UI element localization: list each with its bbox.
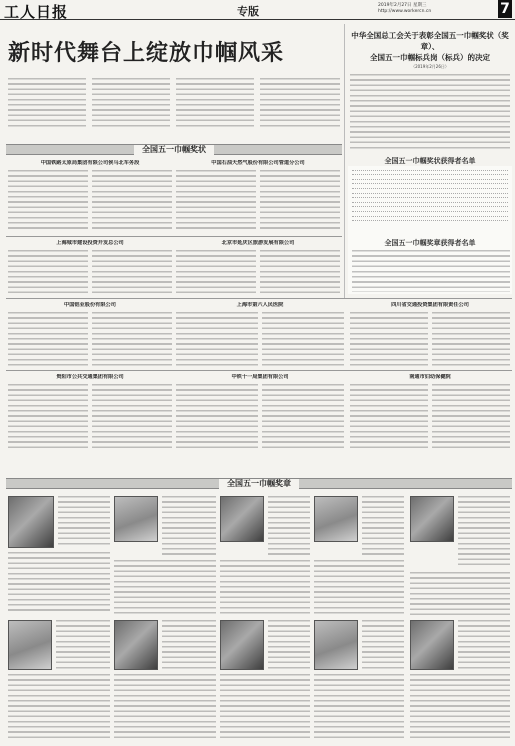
profile-photo-9 (314, 620, 358, 670)
newspaper-logo: 工人日报 (4, 3, 69, 21)
story-4-text-a (176, 250, 256, 294)
intro-column-4 (260, 78, 340, 130)
story-3-text-a (8, 250, 88, 294)
profile-photo-6 (8, 620, 52, 670)
story-heading-7: 四川省交通投资集团有限责任公司 (391, 302, 469, 308)
profile-photo-5 (410, 496, 454, 542)
profile-9-text (362, 620, 404, 670)
right-award-list-title: 全国五一巾帼奖状获得者名单 (384, 157, 476, 165)
story-heading-9: 中铁十一局集团有限公司 (231, 374, 289, 380)
profile-6-body (8, 674, 110, 740)
story-2-text-b (260, 170, 340, 232)
profile-7-body (114, 674, 216, 740)
page-number: 7 (498, 0, 512, 18)
story-heading-8: 贵阳市公共交通集团有限公司 (56, 374, 124, 380)
story-9-text-a (176, 384, 258, 450)
profile-2-body (114, 560, 216, 616)
story-heading-6: 上海市第六人民医院 (236, 302, 284, 308)
profile-photo-4 (314, 496, 358, 542)
profile-photo-1 (8, 496, 54, 548)
story-6-text-a (176, 312, 258, 366)
issue-date: 2019年2月27日 星期三 (378, 3, 427, 8)
story-7-text-a (350, 312, 428, 366)
story-4-text-b (260, 250, 340, 294)
decision-title-line1: 中华全国总工会关于表彰全国五一巾帼奖状（奖章）、 (351, 31, 509, 51)
profile-photo-10 (410, 620, 454, 670)
masthead (0, 0, 515, 20)
story-10-text-b (432, 384, 510, 450)
profile-4-body (314, 560, 404, 616)
right-medal-list-title: 全国五一巾帼奖章获得者名单 (384, 239, 476, 247)
column-divider (344, 24, 345, 299)
row-divider-2 (6, 298, 512, 299)
section-tag: 专版 (237, 5, 259, 18)
row-divider-3 (6, 370, 512, 371)
story-heading-3: 上海城市建设投资开发总公司 (56, 240, 124, 246)
medal-winner-list (352, 250, 510, 292)
story-5-text-b (92, 312, 172, 366)
profile-3-text (268, 496, 310, 556)
story-heading-2: 中国石油天然气股份有限公司管道分公司 (211, 160, 305, 166)
story-6-text-b (262, 312, 344, 366)
website-url[interactable]: http://www.workercn.cn (378, 9, 432, 14)
story-5-text-a (8, 312, 88, 366)
medal-banner (6, 478, 512, 489)
decision-title-line2: 全国五一巾帼标兵岗（标兵）的决定 (370, 53, 490, 62)
profile-2-text (162, 496, 216, 556)
profile-10-body (410, 674, 510, 740)
story-heading-5: 中国铝业股份有限公司 (64, 302, 116, 308)
profile-1-text (58, 496, 110, 548)
decision-date: （2019年2月26日） (411, 64, 449, 69)
decision-header (348, 30, 512, 68)
profile-10-text (458, 620, 510, 670)
story-8-text-a (8, 384, 88, 450)
story-heading-10: 南通市妇幼保健院 (409, 374, 451, 380)
story-1-text-b (92, 170, 172, 232)
profile-photo-3 (220, 496, 264, 542)
story-1-text-a (8, 170, 88, 232)
profile-photo-8 (220, 620, 264, 670)
profile-5-text (458, 496, 510, 568)
date-line (378, 3, 498, 15)
row-divider-1 (6, 236, 342, 237)
profile-1-body (8, 552, 110, 614)
story-7-text-b (432, 312, 510, 366)
story-8-text-b (92, 384, 172, 450)
profile-8-body (220, 674, 310, 740)
profile-6-text (56, 620, 110, 670)
profile-4-text (362, 496, 404, 556)
medal-banner-title: 全国五一巾帼奖章 (219, 479, 299, 489)
decision-text (350, 74, 510, 150)
intro-column-2 (92, 78, 170, 130)
page-headline: 新时代舞台上绽放巾帼风采 (8, 41, 285, 66)
profile-photo-2 (114, 496, 158, 542)
story-3-text-b (92, 250, 172, 294)
story-heading-1: 中国铁路太原局集团有限公司侯马北车务段 (40, 160, 140, 166)
story-9-text-b (262, 384, 344, 450)
story-2-text-a (176, 170, 256, 232)
award-banner (6, 144, 342, 155)
profile-photo-7 (114, 620, 158, 670)
story-10-text-a (350, 384, 428, 450)
profile-3-body (220, 560, 310, 616)
intro-column-1 (8, 78, 86, 130)
profile-9-body (314, 674, 404, 740)
story-heading-4: 北京市延庆区旅游发展有限公司 (221, 240, 295, 246)
intro-column-3 (176, 78, 254, 130)
profile-5-body (410, 572, 510, 616)
profile-8-text (268, 620, 310, 670)
profile-7-text (162, 620, 216, 670)
award-banner-title: 全国五一巾帼奖状 (134, 145, 214, 155)
